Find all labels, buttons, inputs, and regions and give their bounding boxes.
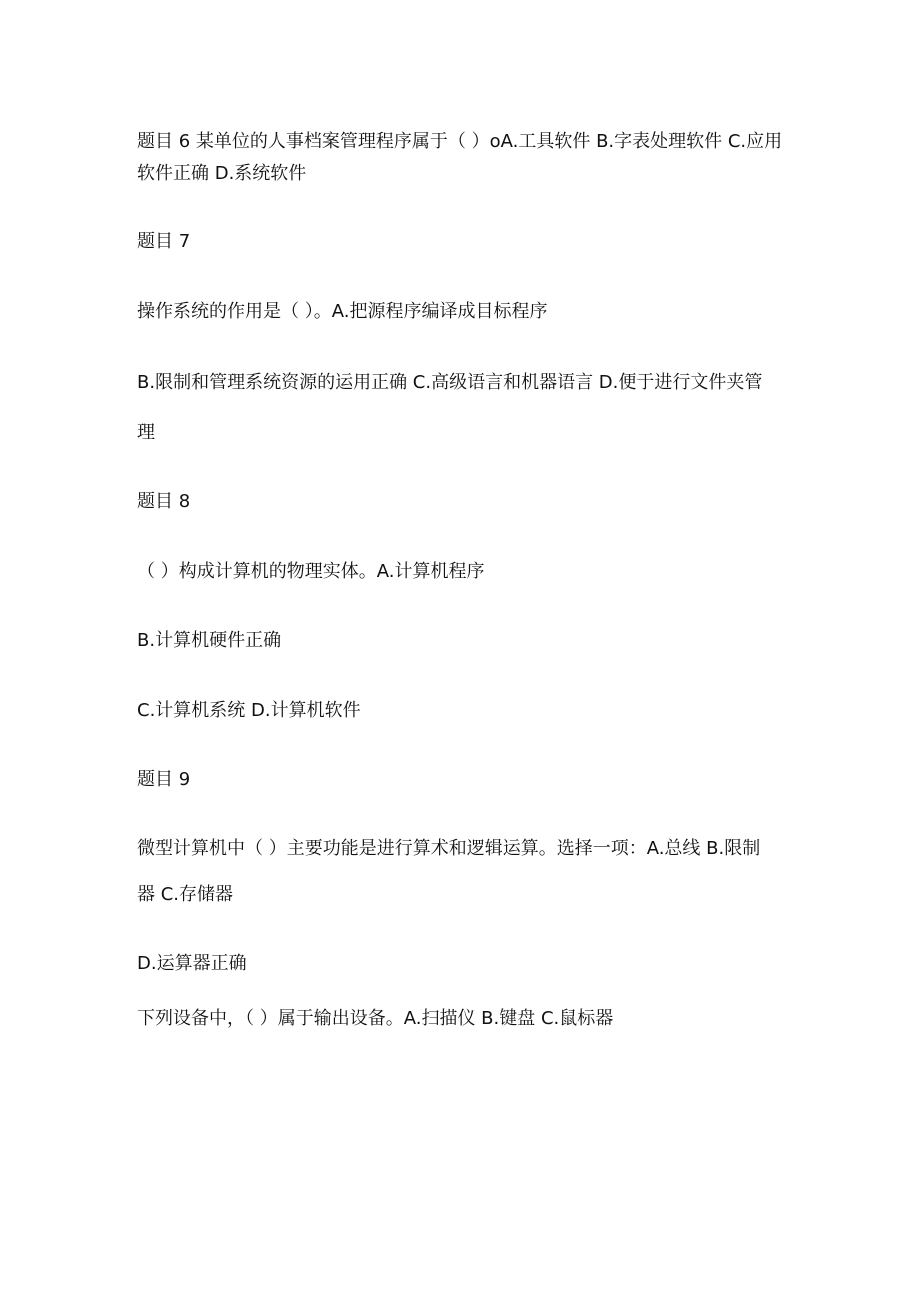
- q6-text-line-1: 题目 6 某单位的人事档案管理程序属于（ ）oA.工具软件 B.字表处理软件 C.应用: [137, 131, 783, 152]
- q9-text-line-3: D.运算器正确: [137, 953, 247, 974]
- q9-heading: 题目 9: [137, 769, 191, 790]
- q7-heading: 题目 7: [137, 231, 191, 252]
- q8-text-line-1: （ ）构成计算机的物理实体。A.计算机程序: [137, 561, 485, 582]
- q9-text-line-1: 微型计算机中（ ）主要功能是进行算术和逻辑运算。选择一项：A.总线 B.限制: [137, 838, 761, 859]
- q7-text-line-1: 操作系统的作用是（ ）。A.把源程序编译成目标程序: [137, 301, 548, 322]
- q8-heading: 题目 8: [137, 491, 191, 512]
- q8-text-line-3: C.计算机系统 D.计算机软件: [137, 700, 361, 721]
- q10-text-line-1: 下列设备中，（ ）属于输出设备。A.扫描仪 B.键盘 C.鼠标器: [137, 1008, 614, 1029]
- q9-text-line-2: 器 C.存储器: [137, 884, 234, 905]
- q8-text-line-2: B.计算机硬件正确: [137, 630, 282, 651]
- q7-text-line-3: 理: [137, 422, 155, 443]
- q7-text-line-2: B.限制和管理系统资源的运用正确 C.高级语言和机器语言 D.便于进行文件夹管: [137, 372, 763, 393]
- q6-text-line-2: 软件正确 D.系统软件: [137, 163, 307, 184]
